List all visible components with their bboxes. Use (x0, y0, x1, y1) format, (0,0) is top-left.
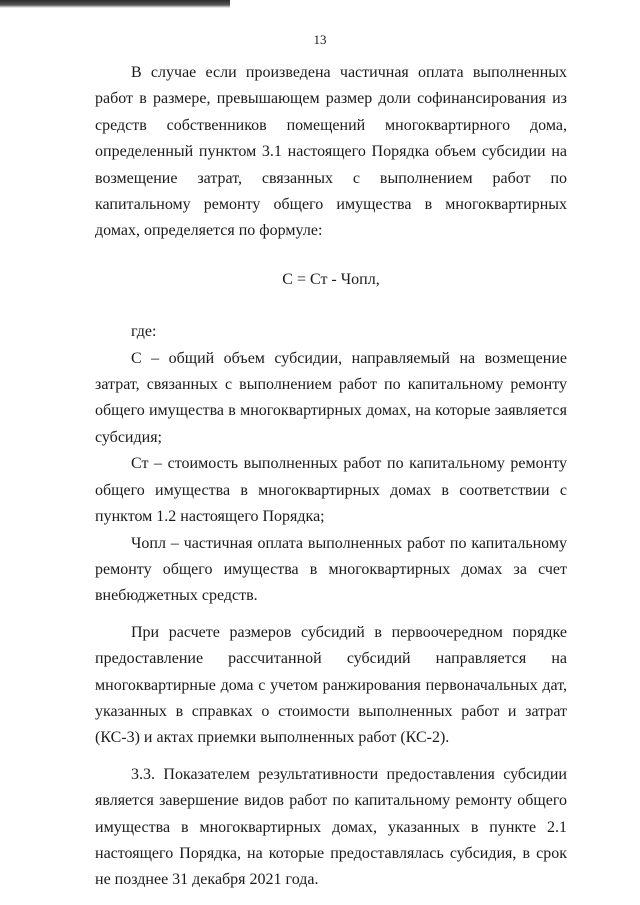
paragraph-3-3: 3.3. Показателем результативности предоставления субсидии является завершение видов работ по капитальному ремонту общего имущества в многоквартирных домах, указанных в пункте 2.1 настоящего Порядка, на которые предоставлялась субсидия, в срок не позднее 31 декабря 2021 года. (95, 765, 567, 889)
formula-where-label: где: (131, 323, 157, 341)
definition-chopl: Чопл – частичная оплата выполненных работ по капитальному ремонту общего имущества в многоквартирных домах за счет внебюджетных средств. (95, 534, 567, 605)
definition-c: С – общий объем субсидии, направляемый на возмещение затрат, связанных с выполнением работ по капитальному ремонту общего имущества в многоквартирных домах, на которые заявляется субсидия; (95, 349, 567, 446)
paragraph-ranking: При расчете размеров субсидий в первоочередном порядке предоставление рассчитанной субсидий направляется на многоквартирные дома с учетом ранжирования первоначальных дат, указанных в справках о стоимости выполненных работ и затрат (КС-3) и актах приемки выполненных работ (КС-2). (95, 623, 567, 747)
subsidy-formula: С = Ст - Чопл, (282, 270, 380, 288)
document-body (95, 60, 567, 894)
scan-edge-mark (0, 0, 230, 8)
page-number: 13 (313, 32, 327, 47)
paragraph-partial-payment: В случае если произведена частичная оплата выполненных работ в размере, превышающем размер доли софинансирования из средств собственников помещений многоквартирного дома, определенный пунктом 3.1 настоящего Порядка объем субсидии на возмещение затрат, связанных с выполнением работ по капитальному ремонту общего имущества в многоквартирных домах, определяется по формуле: (95, 64, 567, 240)
definition-st: Ст – стоимость выполненных работ по капитальному ремонту общего имущества в многоквартирных домах в соответствии с пунктом 1.2 настоящего Порядка; (95, 455, 567, 526)
